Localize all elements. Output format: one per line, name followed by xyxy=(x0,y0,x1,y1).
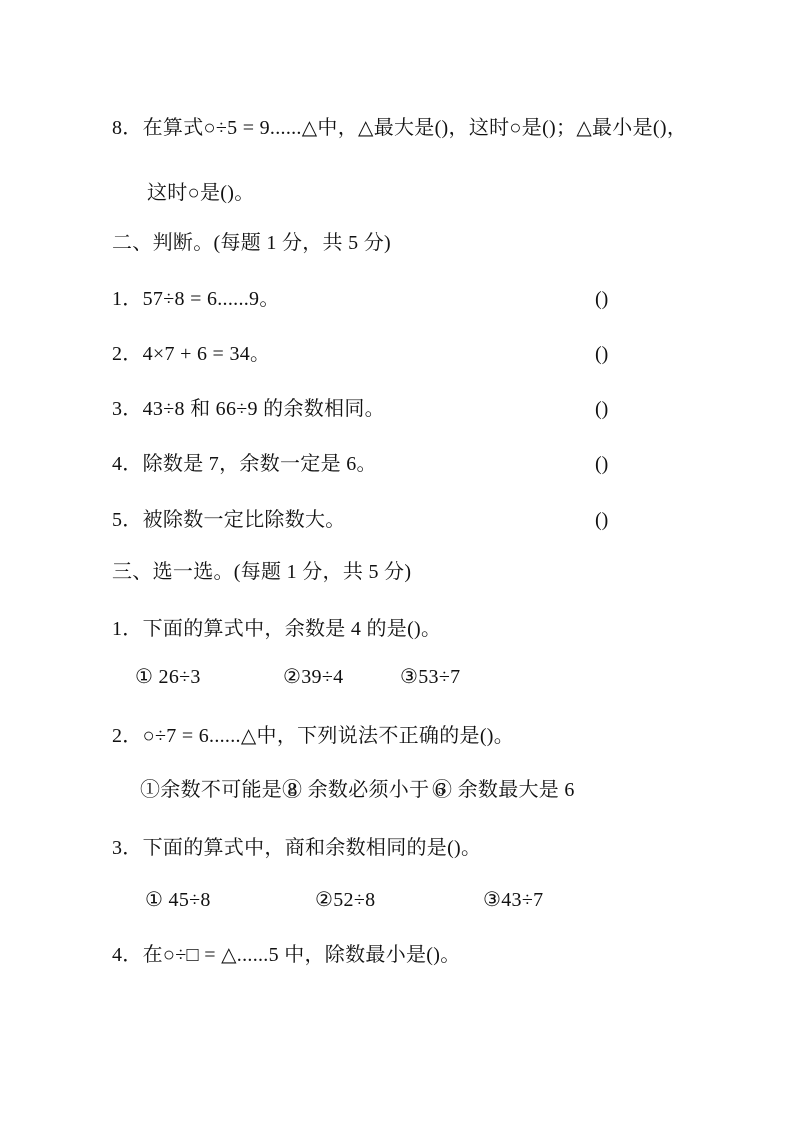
choice-1-option-2: ②39÷4 xyxy=(283,666,344,688)
question-8-line-2: 这时○是()。 xyxy=(147,182,255,204)
question-8-line-1: 8．在算式○÷5 = 9......△中，△最大是()，这时○是()；△最小是()， xyxy=(112,117,688,139)
choice-2-option-3: ③ 余数最大是 6 xyxy=(432,779,575,801)
judge-answer-blank-4: () xyxy=(595,453,609,475)
choice-1-option-1: ① 26÷3 xyxy=(135,666,201,688)
choice-question-2: 2．○÷7 = 6......△中，下列说法不正确的是()。 xyxy=(112,725,515,747)
choice-1-option-3: ③53÷7 xyxy=(400,666,461,688)
judge-answer-blank-2: () xyxy=(595,343,609,365)
judge-answer-blank-5: () xyxy=(595,509,609,531)
choice-question-3: 3．下面的算式中，商和余数相同的是()。 xyxy=(112,837,482,859)
choice-3-option-2: ②52÷8 xyxy=(315,889,376,911)
judge-item-3: 3．43÷8 和 66÷9 的余数相同。 xyxy=(112,398,385,420)
judge-answer-blank-1: () xyxy=(595,288,609,310)
choice-question-1: 1．下面的算式中，余数是 4 的是()。 xyxy=(112,618,442,640)
judge-item-4: 4．除数是 7，余数一定是 6。 xyxy=(112,453,377,475)
choice-3-option-3: ③43÷7 xyxy=(483,889,544,911)
choice-3-option-1: ① 45÷8 xyxy=(145,889,211,911)
choice-2-option-1: ①余数不可能是 8 xyxy=(140,779,298,801)
choice-question-4: 4．在○÷□ = △......5 中，除数最小是()。 xyxy=(112,944,461,966)
judge-item-1: 1．57÷8 = 6......9。 xyxy=(112,288,280,310)
judge-item-2: 2．4×7 + 6 = 34。 xyxy=(112,343,271,365)
judge-item-5: 5．被除数一定比除数大。 xyxy=(112,509,346,531)
judge-answer-blank-3: () xyxy=(595,398,609,420)
choice-2-option-2: ② 余数必须小于 6 xyxy=(282,779,445,801)
judge-section-title: 二、判断。(每题 1 分，共 5 分) xyxy=(112,232,392,254)
choice-section-title: 三、选一选。(每题 1 分，共 5 分) xyxy=(112,561,412,583)
